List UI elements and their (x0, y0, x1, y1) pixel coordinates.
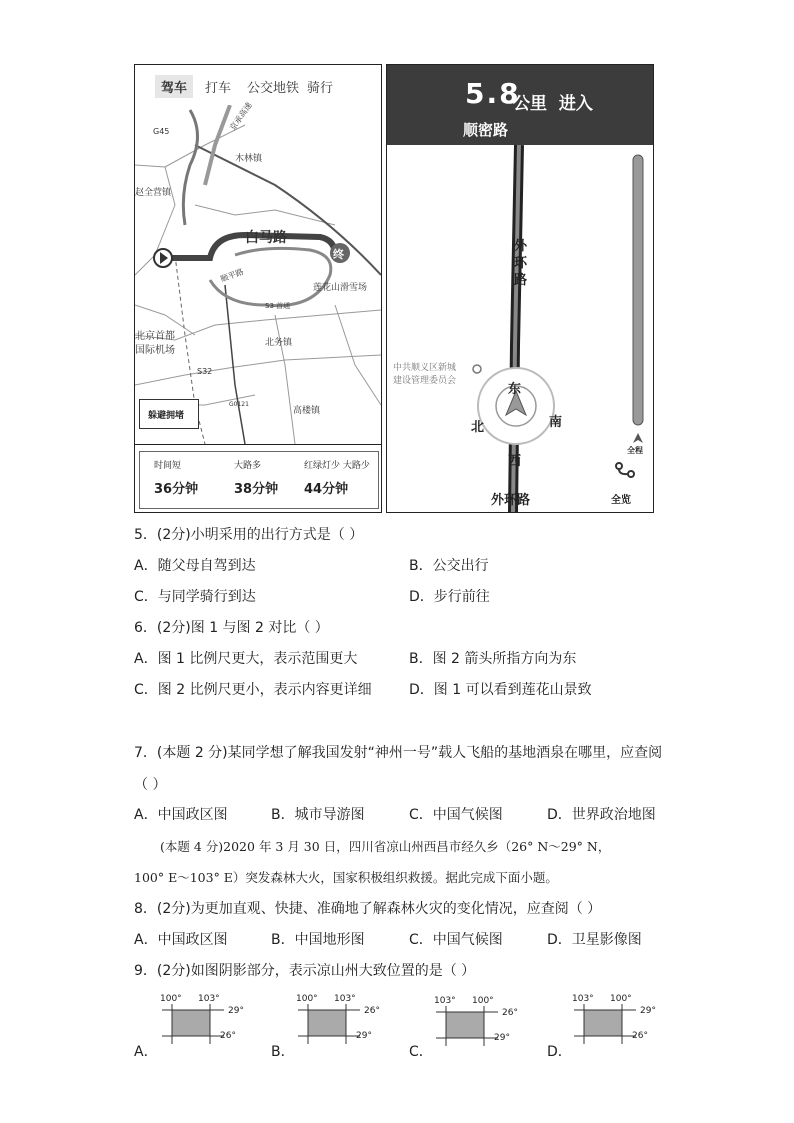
label-airport-1: 北京首都 (135, 331, 175, 342)
grid-right-top-label: 26° (364, 1006, 380, 1016)
travel-mode-tabs (135, 65, 381, 105)
tab-transit[interactable]: 公交地铁 (247, 81, 300, 96)
label-s32: S32 (197, 367, 213, 376)
label-zhaoquanying: 赵全营镇 (135, 188, 172, 198)
label-beiwu: 北务镇 (265, 338, 293, 348)
poi-name-line-2: 建设管理委员会 (393, 376, 457, 386)
route-options (135, 444, 381, 513)
banner-distance: 5.8 (465, 77, 521, 110)
lat-long-grid-a (158, 994, 258, 1046)
question-9: 9．(2分)如图阴影部分，表示凉山州大致位置的是（ ） (134, 963, 476, 979)
q5-option-d: D．步行前往 (409, 589, 490, 605)
poi-name-line-1: 中共顺义区新城 (393, 363, 457, 373)
route-1-time[interactable]: 36分钟 (154, 482, 199, 497)
q6-option-a: A．图 1 比例尺更大，表示范围更大 (134, 651, 358, 667)
route-options-box (139, 451, 379, 509)
q7-option-a: A．中国政区图 (134, 807, 228, 823)
grid-right-top-label: 26° (502, 1008, 518, 1018)
navigation-map-figure-2 (386, 64, 654, 513)
q6-option-c: C．图 2 比例尺更小，表示内容更详细 (134, 682, 372, 698)
route-2-label: 大路多 (234, 461, 262, 471)
lat-long-grid-b (294, 994, 394, 1046)
banner-unit: 公里 进入 (513, 94, 593, 114)
q8-option-d: D．卫星影像图 (547, 932, 642, 948)
road-bottom-label: 外环路 (491, 493, 531, 508)
question-6: 6．(2分)图 1 与图 2 对比（ ） (134, 620, 329, 636)
q6-option-d: D．图 1 可以看到莲花山景致 (409, 682, 592, 698)
compass-north: 北 (471, 420, 485, 435)
question-8: 8．(2分)为更加直观、快捷、准确地了解森林火灾的变化情况，应查阅（ ） (134, 901, 602, 917)
q6-option-b: B．图 2 箭头所指方向为东 (409, 651, 577, 667)
grid-top-left-label: 100° (296, 994, 318, 1004)
question-5: 5．(2分)小明采用的出行方式是（ ） (134, 527, 364, 543)
grid-right-bottom-label: 26° (632, 1031, 648, 1041)
navigation-banner (387, 65, 653, 145)
q9-option-b: B． (271, 1044, 295, 1060)
route-2-time[interactable]: 38分钟 (234, 482, 279, 497)
q9-option-a: A． (134, 1044, 158, 1060)
grid-right-top-label: 29° (228, 1006, 244, 1016)
grid-right-bottom-label: 26° (220, 1031, 236, 1041)
q7-option-c: C．中国气候图 (409, 807, 503, 823)
compass-east: 东 (508, 382, 522, 397)
tab-taxi[interactable]: 打车 (205, 81, 232, 96)
grid-top-right-label: 103° (198, 994, 220, 1004)
banner-road: 顺密路 (463, 121, 509, 139)
grid-right-bottom-label: 29° (356, 1031, 372, 1041)
context-note-line-2: 100° E～103° E）突发森林大火，国家积极组织救援。据此完成下面小题。 (134, 870, 558, 885)
q5-option-a: A．随父母自驾到达 (134, 558, 256, 574)
road-label-char-2: 环 (514, 256, 528, 271)
q9-option-c: C． (409, 1044, 433, 1060)
overview-progress-label: 全程 (627, 446, 643, 455)
q9-option-d: D． (547, 1044, 572, 1060)
label-expressway: 京承高速 (228, 100, 254, 133)
label-end: 终 (333, 248, 344, 261)
route-map-figure-1 (134, 64, 382, 513)
label-g0121: G0121 (229, 401, 249, 408)
q5-option-b: B．公交出行 (409, 558, 489, 574)
context-note-line-1: (本题 4 分)2020 年 3 月 30 日，四川省凉山州西昌市经久乡（26° N～29° N， (160, 839, 611, 854)
grid-right-top-label: 29° (640, 1006, 656, 1016)
lat-long-grid-d (570, 994, 670, 1046)
label-g45: G45 (153, 127, 170, 136)
label-mulin: 木林镇 (235, 154, 263, 164)
route-overview-icon (616, 463, 634, 477)
grid-top-right-label: 100° (472, 996, 494, 1006)
tab-drive[interactable]: 驾车 (155, 75, 193, 98)
q7-option-b: B．城市导游图 (271, 807, 365, 823)
q7-option-d: D．世界政治地图 (547, 807, 656, 823)
q8-option-c: C．中国气候图 (409, 932, 503, 948)
route-3-label: 红绿灯少 大路少 (304, 461, 370, 471)
label-airport-2: 国际机场 (135, 345, 175, 356)
q8-option-a: A．中国政区图 (134, 932, 228, 948)
grid-top-right-label: 100° (610, 994, 632, 1004)
label-shunping: 顺平路 (219, 267, 245, 284)
road-label-char-1: 外 (514, 239, 528, 254)
grid-top-left-label: 103° (434, 996, 456, 1006)
avoid-congestion-label: 躲避拥堵 (148, 411, 185, 421)
compass-west: 西 (508, 454, 522, 469)
q8-option-b: B．中国地形图 (271, 932, 365, 948)
route-3-time[interactable]: 44分钟 (304, 482, 349, 497)
avoid-congestion-button[interactable] (139, 399, 199, 429)
grid-top-left-label: 103° (572, 994, 594, 1004)
tab-cycling[interactable]: 骑行 (307, 81, 334, 96)
road-label-char-3: 路 (514, 273, 528, 288)
compass-south: 南 (549, 415, 563, 430)
grid-top-left-label: 100° (160, 994, 182, 1004)
grid-right-bottom-label: 29° (494, 1033, 510, 1043)
full-view-button[interactable]: 全览 (611, 495, 631, 506)
progress-bar (633, 155, 643, 425)
q5-option-c: C．与同学骑行到达 (134, 589, 256, 605)
label-s3: S3 首通 (265, 302, 291, 310)
route-1-label: 时间短 (154, 461, 182, 471)
question-7-blank: （ ） (134, 777, 167, 793)
lat-long-grid-c (432, 996, 532, 1048)
label-baima-road: 白马路 (245, 230, 287, 246)
grid-top-right-label: 103° (334, 994, 356, 1004)
question-7: 7．(本题 2 分)某同学想了解我国发射“神州一号”载人飞船的基地酒泉在哪里，应查阅 (134, 745, 663, 761)
label-lianhua: 莲花山滑雪场 (313, 283, 368, 293)
label-gaolou: 高楼镇 (293, 406, 321, 416)
